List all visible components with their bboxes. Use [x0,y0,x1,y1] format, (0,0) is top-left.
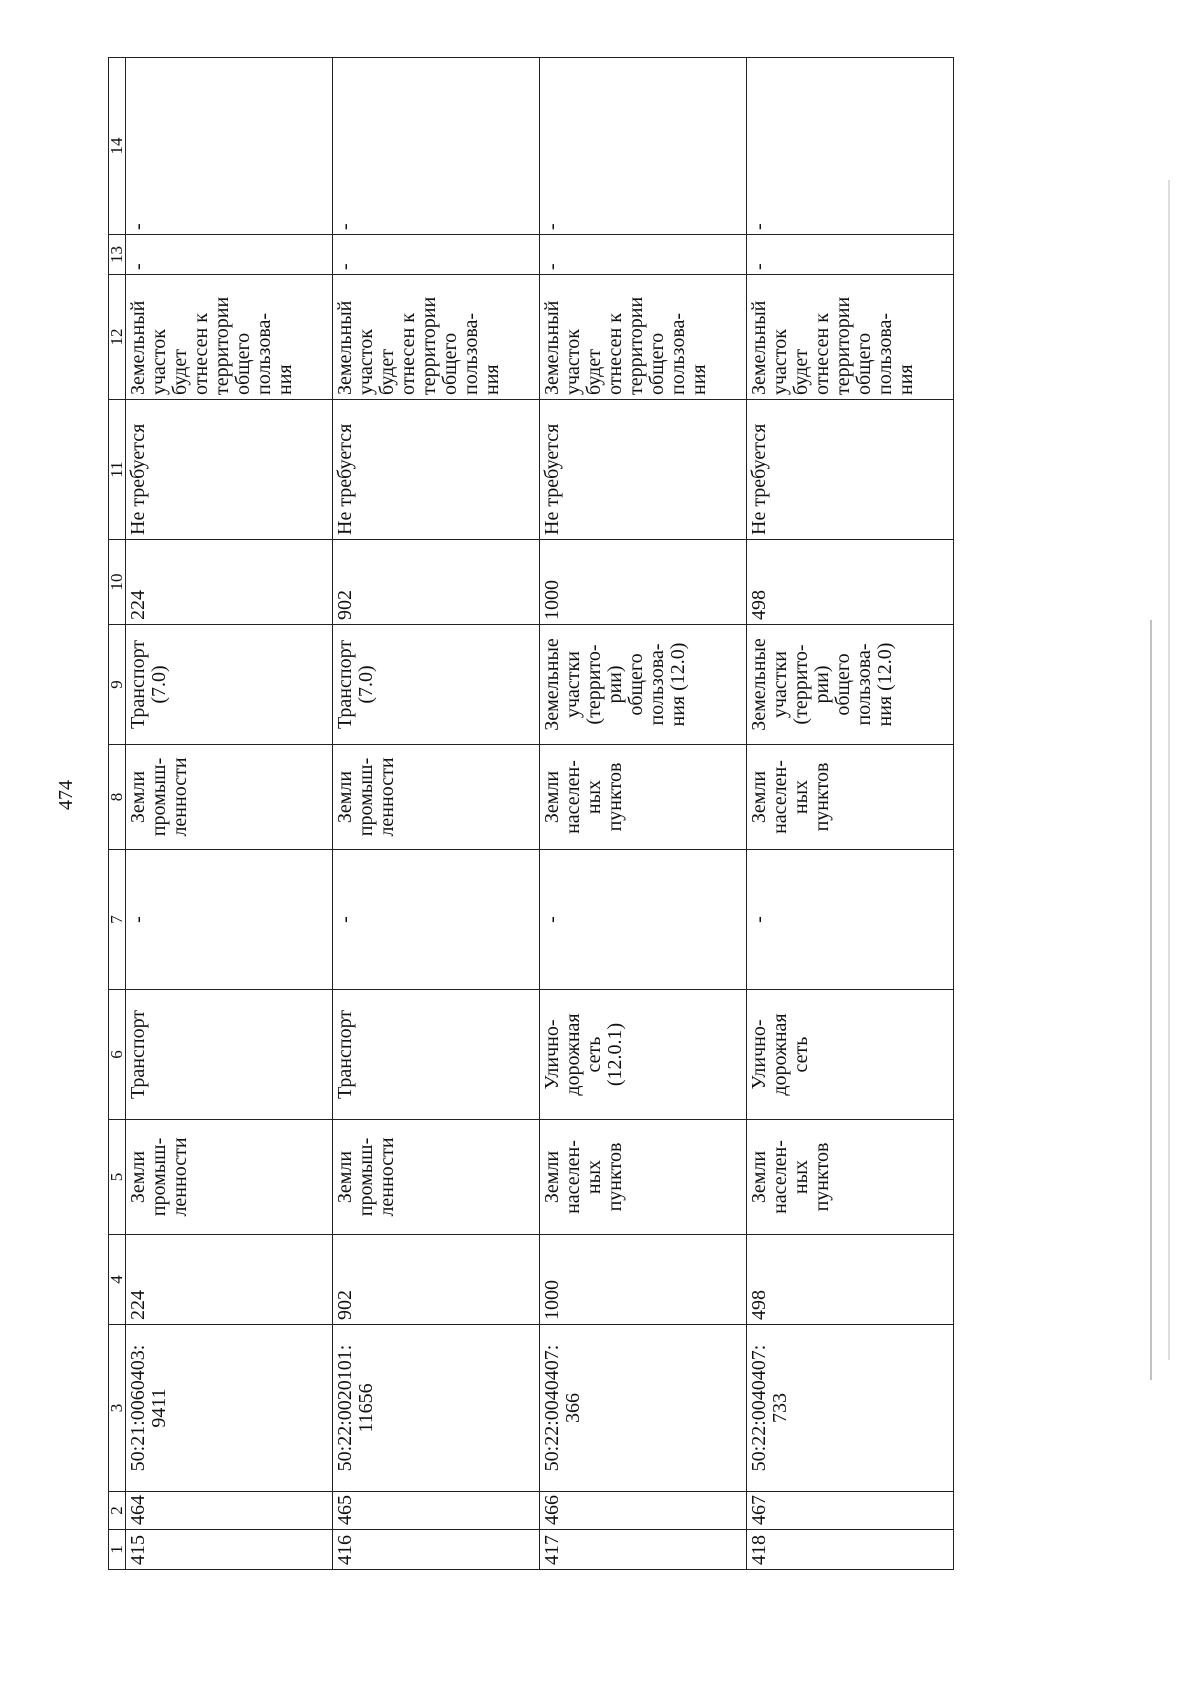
page-number: 474 [55,780,77,810]
table-cell-col-14: - [333,58,540,235]
table-cell-col-14: - [126,58,333,235]
table-cell-col-8: Земли населен- ных пунктов [747,745,954,850]
scan-artifact-line [1168,180,1170,1360]
table-cell-col-14: - [747,58,954,235]
table-cell-col-11: Не требуется [333,400,540,540]
column-header: 11 [109,400,126,540]
table-cell-col-4: 902 [333,1235,540,1325]
table-cell-col-12: Земельный участок будет отнесен к территории общего пользова- ния [540,275,747,400]
table-cell-col-1: 416 [333,1530,540,1570]
table-cell-col-13: - [126,235,333,275]
table-cell-col-8: Земли населен- ных пунктов [540,745,747,850]
table-cell-col-11: Не требуется [126,400,333,540]
table-cell-col-3: 50:22:0020101: 11656 [333,1325,540,1492]
table-cell-col-13: - [333,235,540,275]
table-cell-col-6: Улично- дорожная сеть [747,990,954,1120]
table-cell-col-10: 902 [333,540,540,625]
table-cell-col-14: - [540,58,747,235]
column-header: 12 [109,275,126,400]
table-row [540,58,747,1570]
column-header: 4 [109,1235,126,1325]
table-cell-col-5: Земли населен- ных пунктов [540,1120,747,1235]
table-cell-col-6: Транспорт [126,990,333,1120]
table-cell-col-9: Земельные участки (террито- рии) общего пользова- ния (12.0) [747,625,954,745]
table-cell-col-3: 50:21:0060403: 9411 [126,1325,333,1492]
table-cell-col-4: 498 [747,1235,954,1325]
table-cell-col-7: - [747,850,954,990]
table-row [126,58,333,1570]
table-cell-col-1: 418 [747,1530,954,1570]
table-cell-col-2: 466 [540,1492,747,1530]
table-cell-col-2: 467 [747,1492,954,1530]
table-cell-col-3: 50:22:0040407: 366 [540,1325,747,1492]
table-cell-col-5: Земли населен- ных пунктов [747,1120,954,1235]
table-cell-col-8: Земли промыш- ленности [126,745,333,850]
table-cell-col-10: 498 [747,540,954,625]
table-cell-col-4: 1000 [540,1235,747,1325]
table-cell-col-6: Улично- дорожная сеть (12.0.1) [540,990,747,1120]
table-cell-col-1: 417 [540,1530,747,1570]
table-cell-col-5: Земли промыш- ленности [333,1120,540,1235]
column-header: 13 [109,235,126,275]
table-cell-col-12: Земельный участок будет отнесен к территории общего пользова- ния [747,275,954,400]
table-cell-col-12: Земельный участок будет отнесен к территории общего пользова- ния [333,275,540,400]
column-header: 6 [109,990,126,1120]
table-cell-col-10: 224 [126,540,333,625]
table-cell-col-9: Транспорт (7.0) [126,625,333,745]
table-cell-col-9: Земельные участки (террито- рии) общего пользова- ния (12.0) [540,625,747,745]
column-header: 9 [109,625,126,745]
table-cell-col-2: 465 [333,1492,540,1530]
table-cell-col-11: Не требуется [540,400,747,540]
table-cell-col-11: Не требуется [747,400,954,540]
column-header: 14 [109,58,126,235]
table-cell-col-2: 464 [126,1492,333,1530]
column-header: 3 [109,1325,126,1492]
table-container [108,58,954,1570]
scan-artifact-line [1150,620,1152,1380]
table-cell-col-9: Транспорт (7.0) [333,625,540,745]
table-cell-col-7: - [540,850,747,990]
table-cell-col-1: 415 [126,1530,333,1570]
table-cell-col-4: 224 [126,1235,333,1325]
table-cell-col-12: Земельный участок будет отнесен к территории общего пользова- ния [126,275,333,400]
table-cell-col-13: - [747,235,954,275]
table-cell-col-5: Земли промыш- ленности [126,1120,333,1235]
table-cell-col-6: Транспорт [333,990,540,1120]
column-header: 7 [109,850,126,990]
column-header: 1 [109,1530,126,1570]
table-cell-col-13: - [540,235,747,275]
land-plot-table [108,57,954,1570]
column-number-row [109,58,126,1570]
column-header: 8 [109,745,126,850]
column-header: 5 [109,1120,126,1235]
table-cell-col-8: Земли промыш- ленности [333,745,540,850]
table-row [333,58,540,1570]
table-cell-col-3: 50:22:0040407: 733 [747,1325,954,1492]
table-row [747,58,954,1570]
table-body [126,58,954,1570]
column-header: 2 [109,1492,126,1530]
table-cell-col-7: - [126,850,333,990]
column-header: 10 [109,540,126,625]
table-cell-col-7: - [333,850,540,990]
table-cell-col-10: 1000 [540,540,747,625]
